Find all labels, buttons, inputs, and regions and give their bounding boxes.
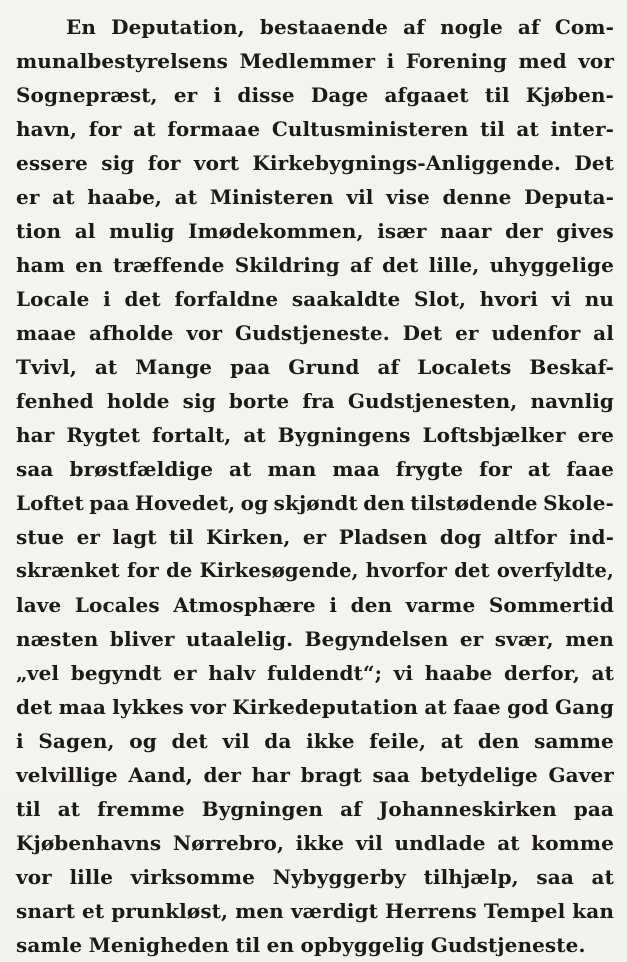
- text-line: saa brøstfældige at man maa frygte for at faae: [16, 457, 614, 481]
- text-line: En Deputation, bestaaende af nogle af Com-: [66, 15, 614, 39]
- text-line: Sognepræst, er i disse Dage afgaaet til Kjøben-: [16, 83, 614, 107]
- text-line: i Sagen, og det vil da ikke feile, at den samme: [16, 729, 614, 753]
- text-line: det maa lykkes vor Kirkedeputation at faae god Gang: [16, 695, 614, 719]
- text-line: stue er lagt til Kirken, er Pladsen dog altfor ind-: [16, 525, 614, 549]
- text-line: velvillige Aand, der har bragt saa betydelige Gaver: [16, 763, 614, 787]
- text-line: tion al mulig Imødekommen, især naar der gives: [16, 219, 614, 243]
- text-line: næsten bliver utaalelig. Begyndelsen er svær, men: [16, 627, 614, 651]
- text-line: lave Locales Atmosphære i den varme Sommertid: [16, 593, 614, 617]
- text-line: er at haabe, at Ministeren vil vise denne Deputa-: [16, 185, 614, 209]
- text-line: munalbestyrelsens Medlemmer i Forening med vor: [16, 49, 614, 73]
- text-line: har Rygtet fortalt, at Bygningens Loftsbjælker ere: [16, 423, 614, 447]
- text-line: maae afholde vor Gudstjeneste. Det er udenfor al: [16, 321, 614, 345]
- article-column: [16, 10, 614, 962]
- text-line: snart et prunkløst, men værdigt Herrens Tempel kan: [16, 899, 614, 923]
- text-line: til at fremme Bygningen af Johanneskirken paa: [16, 797, 614, 821]
- text-line: fenhed holde sig borte fra Gudstjenesten, navnlig: [16, 389, 614, 413]
- text-line: „vel begyndt er halv fuldendt“; vi haabe derfor, at: [16, 661, 614, 685]
- text-line: skrænket for de Kirkesøgende, hvorfor det overfyldte,: [16, 559, 614, 582]
- text-line: Tvivl, at Mange paa Grund af Localets Beskaf-: [16, 355, 614, 379]
- text-line: Locale i det forfaldne saakaldte Slot, hvori vi nu: [16, 287, 614, 311]
- text-line: Kjøbenhavns Nørrebro, ikke vil undlade at komme: [16, 831, 614, 855]
- text-line: ham en træffende Skildring af det lille, uhyggelige: [16, 253, 614, 277]
- text-line: havn, for at formaae Cultusministeren til at inter-: [16, 117, 614, 141]
- text-line: vor lille virksomme Nybyggerby tilhjælp, saa at: [16, 865, 614, 889]
- text-line: Loftet paa Hovedet, og skjøndt den tilstødende Skole-: [16, 491, 614, 515]
- text-line: essere sig for vort Kirkebygnings-Anliggende. Det: [16, 151, 614, 175]
- text-line-last: samle Menigheden til en opbyggelig Gudstjeneste.: [16, 933, 586, 957]
